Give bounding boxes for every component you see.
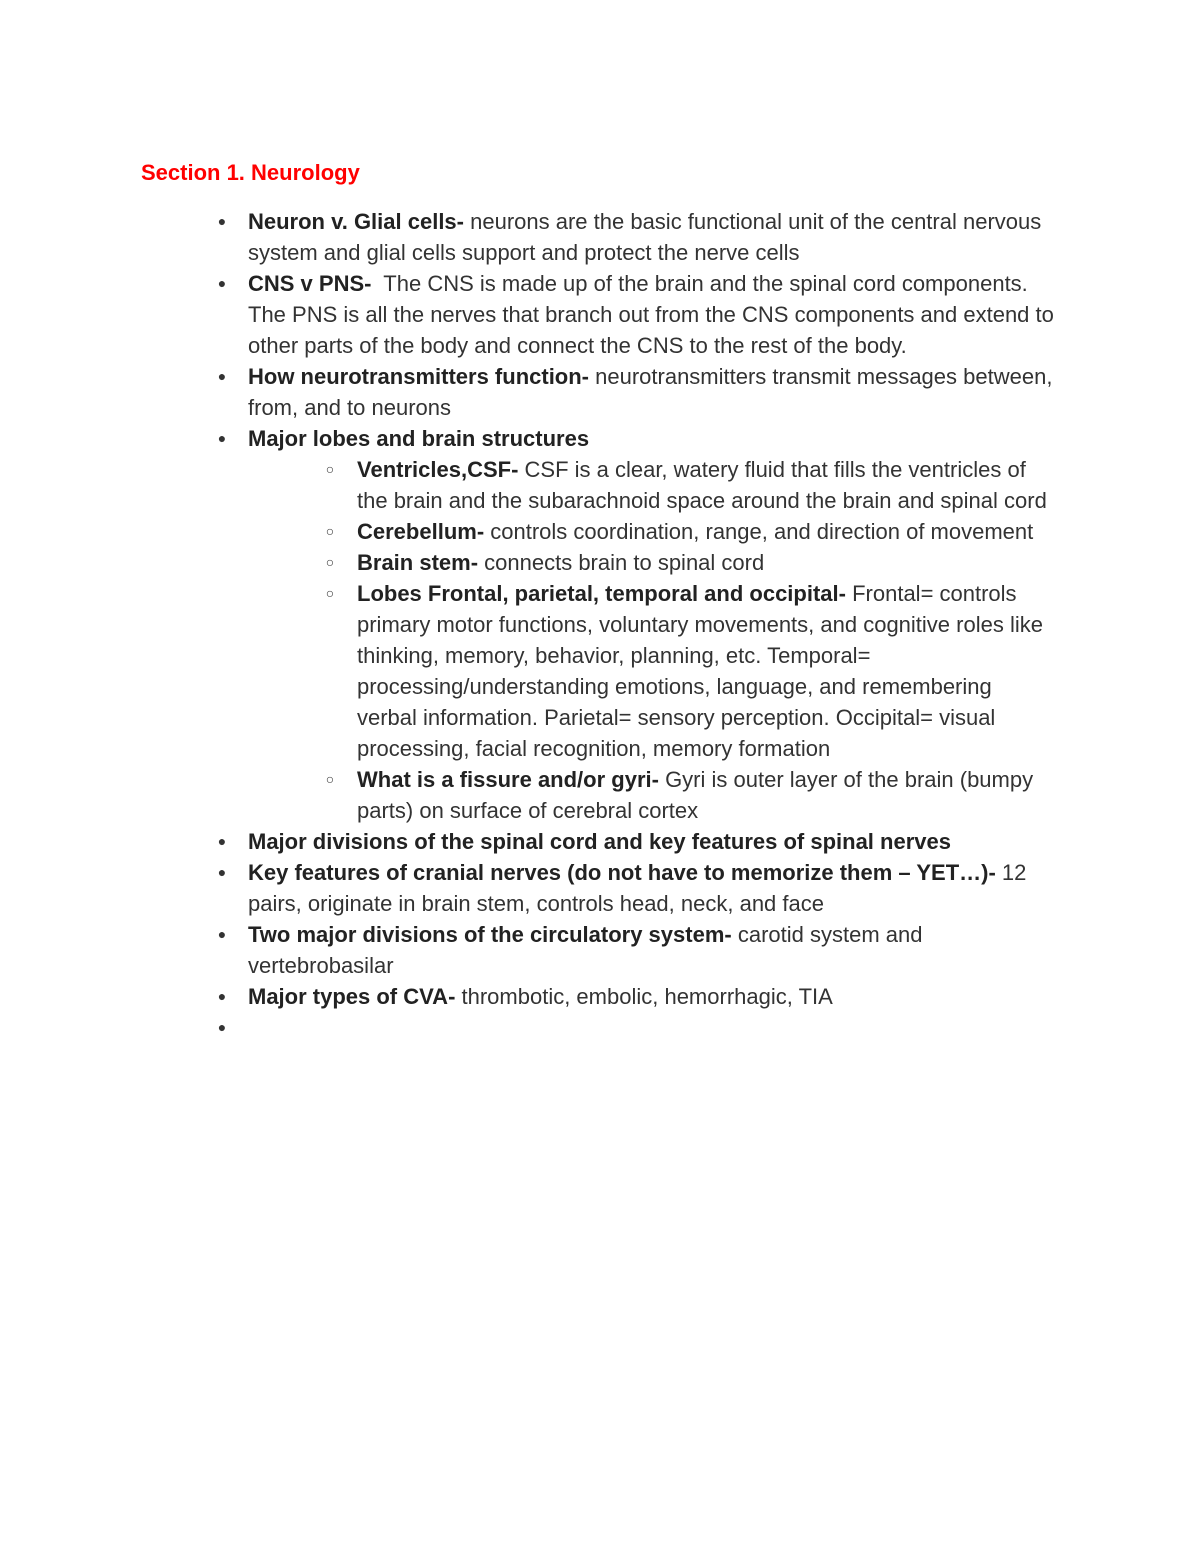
list-item xyxy=(217,423,1068,826)
hollow-bullet-icon: ○ xyxy=(325,771,335,787)
item-description: thrombotic, embolic, hemorrhagic, TIA xyxy=(455,984,833,1009)
item-term: Key features of cranial nerves (do not have to memorize them – YET…)- xyxy=(248,860,996,885)
item-term: Two major divisions of the circulatory system- xyxy=(248,922,732,947)
bullet-icon: ● xyxy=(217,1019,227,1035)
hollow-bullet-icon: ○ xyxy=(325,461,335,477)
sub-item-term: What is a fissure and/or gyri- xyxy=(357,767,659,792)
hollow-bullet-icon: ○ xyxy=(325,585,335,601)
topic-list xyxy=(217,206,1068,1043)
sub-list-item xyxy=(325,764,1057,826)
sub-list-item xyxy=(325,578,1057,764)
sub-item-term: Brain stem- xyxy=(357,550,479,575)
list-item xyxy=(217,857,1068,919)
item-description: 12 pairs, originate in brain stem, controls head, neck, and face xyxy=(248,860,1027,916)
sub-list-item xyxy=(325,547,1057,578)
hollow-bullet-icon: ○ xyxy=(325,554,335,570)
sub-item-term: Ventricles,CSF- xyxy=(357,457,519,482)
sub-item-description: Frontal= controls primary motor functions, voluntary movements, and cognitive roles like thinking, memory, behavior, planning, etc. Temporal= processing/understanding emotions, language, and remembering verbal information. Parietal= sensory perception. Occipital= visual processing, facial recognition, memory formation xyxy=(357,581,1043,761)
bullet-icon: ● xyxy=(217,430,227,446)
bullet-icon: ● xyxy=(217,864,227,880)
sub-list-item xyxy=(325,454,1057,516)
hollow-bullet-icon: ○ xyxy=(325,523,335,539)
item-term: Neuron v. Glial cells- xyxy=(248,209,464,234)
sub-item-term: Lobes Frontal, parietal, temporal and occipital- xyxy=(357,581,846,606)
bullet-icon: ● xyxy=(217,833,227,849)
item-term: Major lobes and brain structures xyxy=(248,426,590,451)
item-description: neurotransmitters transmit messages between, from, and to neurons xyxy=(248,364,1053,420)
sub-list xyxy=(248,454,1057,826)
sub-item-description: connects brain to spinal cord xyxy=(478,550,765,575)
list-item xyxy=(217,981,1068,1012)
sub-item-description: CSF is a clear, watery fluid that fills the ventricles of the brain and the subarachnoid space around the brain and spinal cord xyxy=(357,457,1047,513)
list-item xyxy=(217,361,1068,423)
item-description: neurons are the basic functional unit of the central nervous system and glial cells support and protect the nerve cells xyxy=(248,209,1042,265)
item-description: carotid system and vertebrobasilar xyxy=(248,922,923,978)
bullet-icon: ● xyxy=(217,988,227,1004)
bullet-icon: ● xyxy=(217,368,227,384)
section-title: Section 1. Neurology xyxy=(141,160,360,185)
sub-item-description: Gyri is outer layer of the brain (bumpy parts) on surface of cerebral cortex xyxy=(357,767,1034,823)
list-item xyxy=(217,826,1068,857)
item-description: The CNS is made up of the brain and the spinal cord components. The PNS is all the nerves that branch out from the CNS components and extend to other parts of the body and connect the CNS to the rest of the body. xyxy=(248,271,1061,358)
item-term: Major types of CVA- xyxy=(248,984,456,1009)
bullet-icon: ● xyxy=(217,275,227,291)
empty-list-item xyxy=(217,1012,1068,1043)
list-item xyxy=(217,919,1068,981)
item-term: Major divisions of the spinal cord and key features of spinal nerves xyxy=(248,829,951,854)
sub-list-item xyxy=(325,516,1057,547)
item-term: How neurotransmitters function- xyxy=(248,364,590,389)
list-item xyxy=(217,206,1068,268)
bullet-icon: ● xyxy=(217,926,227,942)
sub-item-term: Cerebellum- xyxy=(357,519,485,544)
item-term: CNS v PNS- xyxy=(248,271,372,296)
list-item xyxy=(217,268,1068,361)
bullet-icon: ● xyxy=(217,213,227,229)
sub-item-description: controls coordination, range, and direction of movement xyxy=(484,519,1034,544)
